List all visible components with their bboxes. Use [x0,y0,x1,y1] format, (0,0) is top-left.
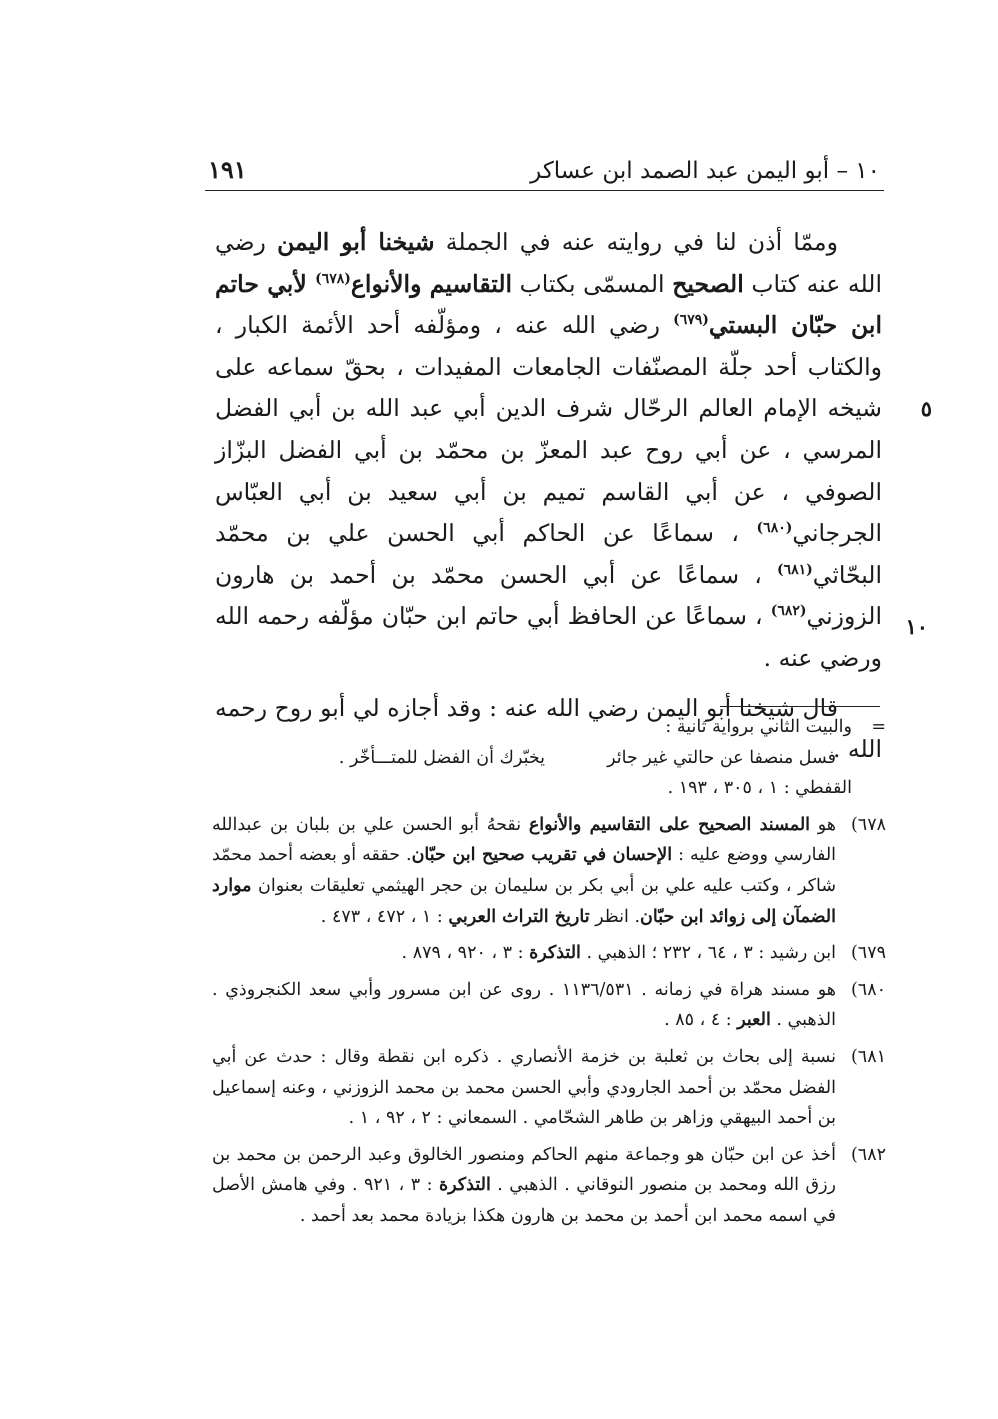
chapter-title: ١٠ – أبو اليمن عبد الصمد ابن عساكر [530,158,880,184]
footnote-680 [212,975,886,1036]
footnote-title: التذكرة [529,943,581,964]
footnote-continuation [212,712,886,804]
footnote-title: الإحسان في تقريب صحيح ابن حبّان [411,845,673,866]
text-run: وممّا أذن لنا في روايته عنه في الجملة [434,228,838,256]
footnote-number: ٦٧٩) [850,943,886,964]
header-rule [205,190,884,191]
footnote-679 [212,938,886,969]
footnote-text: نقحهُ أبو الحسن علي بن بلبان بن عبدالله الفارسي ووضع عليه : [212,814,837,866]
footnote-title: المسند الصحيح على التقاسيم والأنواع [528,814,811,835]
text-run-bold: لأبي حاتم ابن حبّان البستي [215,269,882,340]
footnote-ref-678[interactable]: (٦٧٨) [315,270,351,287]
footnote-text: أخذ عن ابن حبّان هو وجماعة منهم الحاكم ومنصور الخالوق وعبد الرحمن بن محمد بن رزق الله ومحمد بن منصور النوقاني . الذهبي . [212,1144,836,1196]
footnote-separator [720,706,880,707]
footnote-text: : ٣ ، ٩٢١ . وفي هامش الأصل في اسمه محمد ابن أحمد بن محمد بن هارون هكذا بزيادة محمد بعد أحمد . [212,1175,836,1226]
continuation-mark: = [871,717,886,737]
footnote-number: ٦٨٢) [850,1144,886,1165]
verse-line [212,743,852,774]
footnote-ref-681[interactable]: (٦٨١) [776,561,813,578]
footnote-number: ٦٨١) [850,1046,886,1067]
footnote-text: . انظر [589,906,641,927]
text-run: رضي الله عنه كتاب [215,228,882,298]
text-run: ، سماعًا عن الحافظ أبي حاتم ابن حبّان مؤلّفه رحمه الله ورضي عنه . [215,602,882,672]
footnote-ref-680[interactable]: (٦٨٠) [756,520,793,537]
footnote-title: التذكرة [438,1175,491,1196]
text-run: ، سماعًا عن أبي الحسن محمّد بن أحمد بن هارون الزوزني [215,560,882,631]
footnote-text: نسبة إلى بحاث بن ثعلبة بن خزمة الأنصاري . ذكره ابن نقطة وقال : حدث عن أبي الفضل محمّد بن أحمد الجارودي وأبي الحسن محمد بن محمد الزوزني ، وعنه إسماعيل بن أحمد البيهقي وزاهر بن طاهر الشحّامي . السمعاني : ٢ ، ٩٢ ، ١ . [212,1046,836,1129]
footnote-number: ٦٨٠) [850,979,886,1000]
running-head [208,150,880,184]
text-run: المسمّى بكتاب [512,269,673,298]
footnote-text: هو [810,814,836,835]
text-run-bold: شيخنا أبو اليمن [277,228,435,256]
verse-hemistich-b: يخبّرك أن الفضل للمتـــأخّر . [338,747,546,768]
line-number-10: ١٠ [905,614,928,639]
text-run: رضي الله عنه ، ومؤلّفه أحد الأئمة الكبار ، والكتاب أحد جلّة المصنّفات الجامعات المفيدات ، بحقّ سماعه على شيخه الإمام العالم الرحّال شرف الدين أبي عبد الله بن أبي الفضل المرسي ، عن أبي روح عبد المعزّ بن محمّد بن أبي الفضل البزّاز الصوفي ، عن أبي القاسم تميم بن أبي سعيد بن أبي العبّاس الجرجاني [215,311,882,548]
line-number-5: ٥ [920,396,932,421]
paragraph-2: قال شيخنا أبو اليمن رضي الله عنه : وقد أجازه لي أبو روح رحمه الله . [215,693,882,764]
footnote-682 [212,1140,886,1232]
footnote-ref-682[interactable]: (٦٨٢) [770,603,807,620]
footnote-ref-679[interactable]: (٦٧٩) [673,312,709,329]
footnote-text: هو مسند هراة في زمانه . ١١٣٦/٥٣١ . روى عن ابن مسرور وأبي سعد الكنجروذي . الذهبي . [212,979,837,1031]
main-text [215,222,882,771]
footnotes [212,712,886,1232]
page-number: ١٩١ [208,155,247,184]
footnote-title: تاريخ التراث العربي [448,906,590,927]
footnote-text: . حققه أو بعضه أحمد محمّد شاكر ، وكتب عليه علي بن أبي بكر بن سليمان بن حجر الهيثمي تعليقات بعنوان [212,845,836,896]
footnote-title: موارد الضمآن إلى زوائد ابن حبّان [212,875,836,927]
footnote-text: : ١ ، ٤٧٢ ، ٤٧٣ . [320,906,449,927]
footnote-681 [212,1042,886,1134]
text-run: ، سماعًا عن الحاكم أبي الحسن علي بن محمّد البحّاثي [215,519,882,589]
footnote-line: والبيت الثاني برواية ثانية : [665,717,852,737]
footnote-number: ٦٧٨) [850,814,886,835]
footnote-678 [212,810,886,932]
book-title: التقاسيم والأنواع [350,269,513,298]
book-title: الصحيح [672,269,744,298]
footnote-line: القفطي : ١ ، ٣٠٥ ، ١٩٣ . [667,778,852,799]
footnote-text: ابن رشيد : ٣ ، ٦٤ ، ٢٣٢ ؛ الذهبي . [580,943,836,964]
paragraph-1 [215,222,882,680]
footnote-title: العبر [737,1010,771,1031]
verse-hemistich-a: فسل منصفا عن حالتي غير جائر [607,747,836,768]
footnote-text: : ٤ ، ٨٥ . [664,1010,738,1031]
footnote-text: : ٣ ، ٩٢٠ ، ٨٧٩ . [401,943,530,964]
